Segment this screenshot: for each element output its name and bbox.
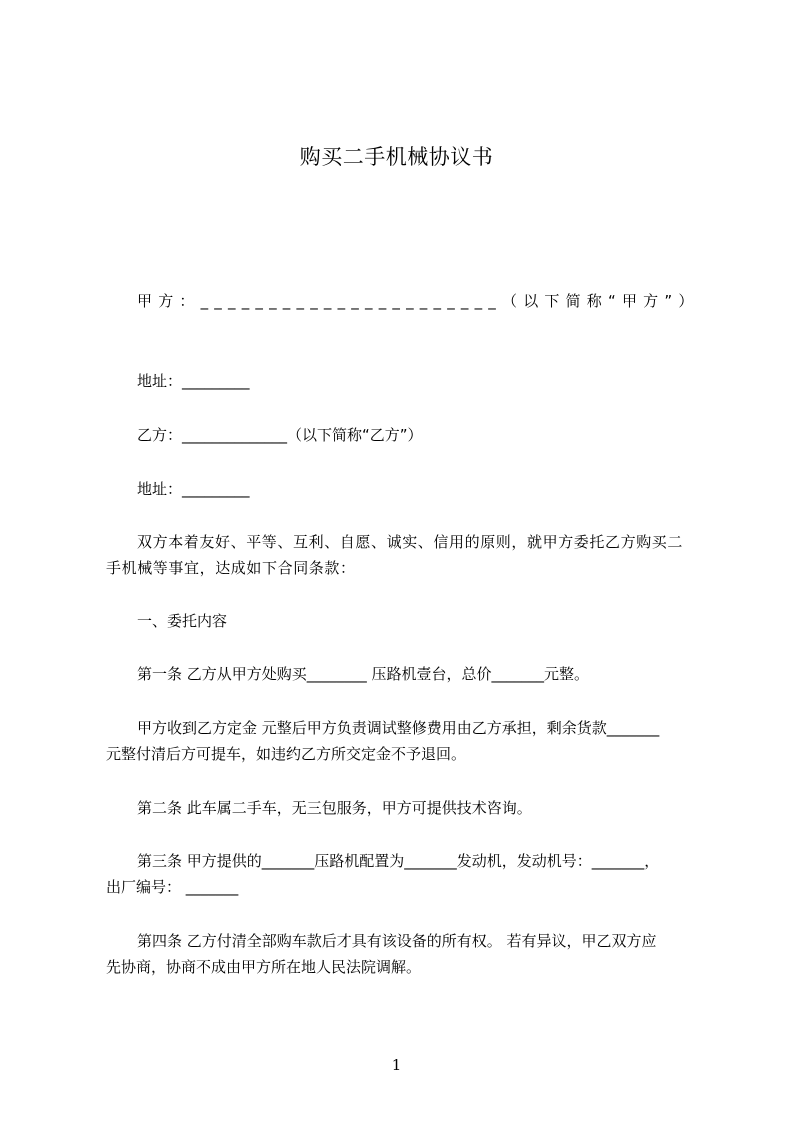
deposit-paragraph-line-1: 甲方收到乙方定金 元整后甲方负责调试整修费用由乙方承担，剩余货款_______ bbox=[137, 719, 660, 737]
article-4-line-1: 第四条 乙方付清全部购车款后才具有该设备的所有权。 若有异议，甲乙双方应 bbox=[137, 932, 657, 950]
article-2: 第二条 此车属二手车，无三包服务，甲方可提供技术咨询。 bbox=[137, 799, 532, 817]
section-heading-commission: 一、委托内容 bbox=[137, 612, 228, 630]
intro-paragraph-line-1: 双方本着友好、平等、互利、自愿、诚实、信用的原则，就甲方委托乙方购买二 bbox=[137, 533, 684, 551]
article-4-line-2: 先协商，协商不成由甲方所在地人民法院调解。 bbox=[106, 958, 422, 976]
intro-paragraph-line-2: 手机械等事宜，达成如下合同条款： bbox=[106, 559, 356, 577]
article-1: 第一条 乙方从甲方处购买________ 压路机壹台，总价_______元整。 bbox=[137, 665, 590, 683]
page-number: 1 bbox=[391, 1056, 402, 1074]
party-b-line: 乙方：______________（以下简称“乙方”） bbox=[137, 426, 423, 444]
party-b-address: 地址：_________ bbox=[137, 480, 250, 498]
article-3-line-1: 第三条 甲方提供的_______压路机配置为_______发动机，发动机号：_______， bbox=[137, 852, 660, 870]
party-a-address: 地址：_________ bbox=[137, 372, 250, 390]
deposit-paragraph-line-2: 元整付清后方可提车，如违约乙方所交定金不予退回。 bbox=[106, 745, 467, 763]
article-3-line-2: 出厂编号： _______ bbox=[106, 878, 239, 896]
document-title: 购买二手机械协议书 bbox=[299, 145, 494, 169]
party-a-line: 甲方：______________________（以下简称“甲方”） bbox=[137, 292, 700, 310]
